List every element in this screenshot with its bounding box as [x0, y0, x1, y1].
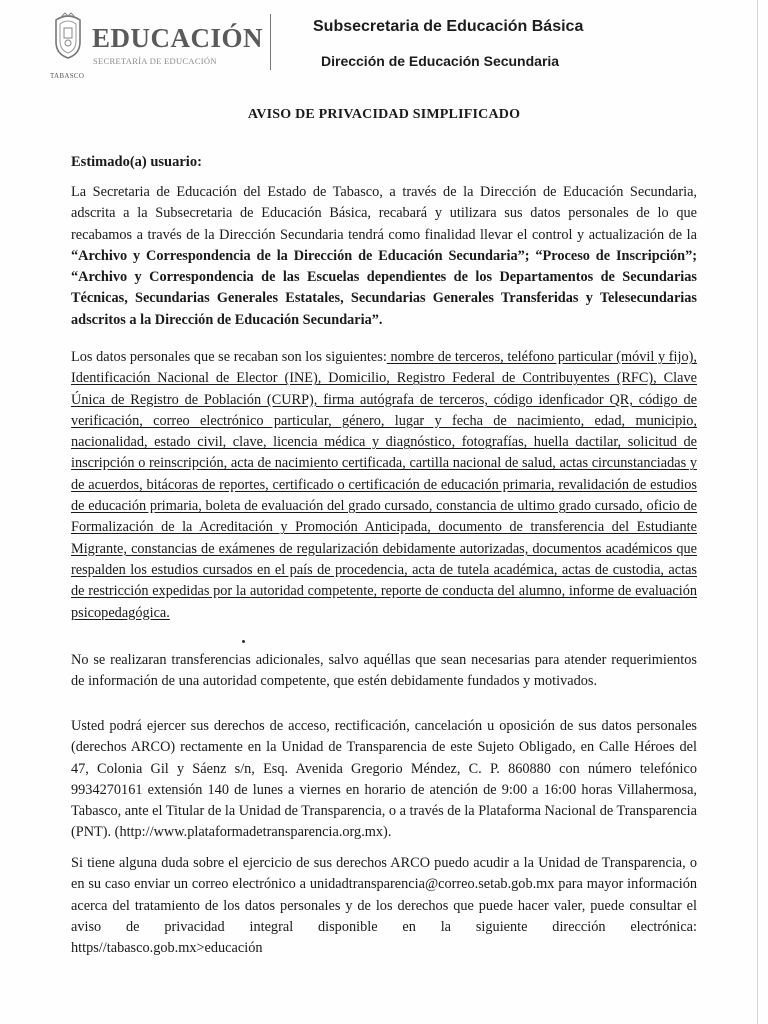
subsecretaria-title: Subsecretaria de Educación Básica: [313, 18, 584, 35]
header-divider: [270, 14, 271, 70]
personal-data-list: nombre de terceros, teléfono particular (móvil y fijo), Identificación Nacional de Elector (INE), Domicilio, Registro Federal de Contribuyentes (RFC), Clave Única de Registro de Población (CURP), firma autógrafa de terceros, código idenficador QR, código de verificación, correo electrónico particular, género, lugar y fecha de nacimiento, edad, municipio, nacionalidad, estado civil, clave, licencia médica y diagnóstico, fotografías, huella dactilar, solicitud de inscripción o reinscripción, acta de nacimiento certificada, cartilla nacional de salud, actas circunstanciadas y de acuerdos, bitácoras de reportes, certificado o certificación de educación primaria, revalidación de estudios de educación primaria, boleta de evaluación del grado cursado, constancia de ultimo grado cursado, oficio de Formalización de la Acreditación y Promoción Anticipada, documento de transferencia del Estudiante Migrante, constancias de exámenes de regularización debidamente autorizadas, documentos académicos que respalden los estudios cursados en el país de procedencia, acta de tutela académica, actas de custodia, actas de restricción expedidas por la autoridad competente, reporte de conducta del alumno, informe de evaluación psicopedagógica.: [71, 349, 697, 621]
letterhead: [0, 0, 768, 90]
logo: [50, 12, 280, 80]
paragraph-personal-data: [71, 347, 697, 624]
scan-edge: [757, 0, 758, 1024]
brand-subtitle: SECRETARÍA DE EDUCACIÓN: [93, 56, 217, 66]
direccion-title: Dirección de Educación Secundaria: [321, 53, 560, 69]
personal-data-intro: Los datos personales que se recaban son los siguientes:: [71, 349, 387, 365]
paragraph-transfers: No se realizaran transferencias adicionales, salvo aquéllas que sean necesarias para atender requerimientos de información de una autoridad competente, que estén debidamente fundados y motivados.: [71, 652, 697, 690]
purpose-text: La Secretaria de Educación del Estado de Tabasco, a través de la Dirección de Educación Secundaria, adscrita a la Subsecretaria de Educación Básica, recabará y utilizara sus datos personales de lo que recabamos a través de la Dirección Secundaria tendrá como finalidad llevar el control y actualización de la: [71, 184, 697, 243]
purpose-bold-text: “Archivo y Correspondencia de la Dirección de Educación Secundaria”; “Proceso de Inscripción”; “Archivo y Correspondencia de las Escuelas dependientes de los Departamentos de Secundarias Técnicas, Secundarias Generales Estatales, Secundarias Generales Transferidas y Telesecundarias adscritos a la Dirección de Educación Secundaria”.: [71, 247, 697, 328]
paragraph-arco-rights: Usted podrá ejercer sus derechos de acceso, rectificación, cancelación u oposición de sus datos personales (derechos ARCO) rectamente en la Unidad de Transparencia de este Sujeto Obligado, en Calle Héroes del 47, Colonia Gil y Sáenz s/n, Esq. Avenida Gregorio Méndez, C. P. 860880 con número telefónico 9934270161 extensión 140 de lunes a viernes en horario de atención de 9:00 a 16:00 horas Villahermosa, Tabasco, ante el Titular de la Unidad de Transparencia, o a través de la Plataforma Nacional de Transparencia (PNT). (http://www.plataformadetransparencia.org.mx).: [71, 718, 697, 841]
brand-name: EDUCACIÓN: [92, 23, 264, 53]
document-title: AVISO DE PRIVACIDAD SIMPLIFICADO: [247, 107, 521, 122]
stray-mark: [242, 640, 245, 643]
paragraph-purpose: [71, 182, 697, 331]
paragraph-contact: Si tiene alguna duda sobre el ejercicio de sus derechos ARCO puedo acudir a la Unidad de Transparencia, o en su caso enviar un correo electrónico a unidadtransparencia@correo.setab.gob.mx para mayor información acerca del tratamiento de los datos personales y de los derechos que puede hacer valer, puede consultar el aviso de privacidad integral disponible en la siguiente dirección electrónica: https//tabasco.gob.mx>educación: [71, 855, 697, 957]
coat-of-arms-icon: [50, 12, 86, 60]
greeting: Estimado(a) usuario:: [71, 154, 202, 170]
state-label: TABASCO: [50, 72, 85, 80]
